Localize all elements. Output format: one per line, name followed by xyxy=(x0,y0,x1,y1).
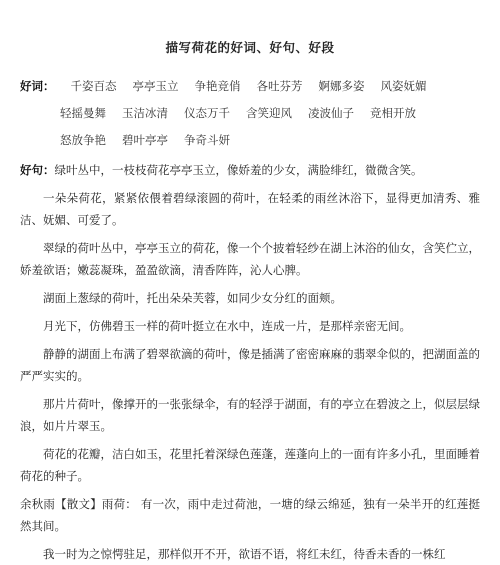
word-term: 碧叶亭亭 xyxy=(122,133,168,147)
word-term: 轻摇曼舞 xyxy=(60,106,106,120)
paragraph: 湖面上葱绿的荷叶，托出朵朵芙蓉，如同少女分红的面颊。 xyxy=(43,291,342,305)
sentences-label: 好句： xyxy=(20,163,55,177)
word-term: 亭亭玉立 xyxy=(132,79,179,93)
word-term: 风姿妩媚 xyxy=(380,79,427,93)
words-row xyxy=(20,100,480,127)
paragraph: 一朵朵荷花，紧紧依偎着碧绿滚圆的荷叶，在轻柔的雨丝沐浴下，显得更加清秀、雅洁、妩媚、可爱了。 xyxy=(20,191,480,227)
document-title: 描写荷花的好词、好句、好段 xyxy=(165,40,335,55)
paragraph: 静静的湖面上布满了碧翠欲滴的荷叶，像是插满了密密麻麻的翡翠伞似的，把湖面盖的严严实实的。 xyxy=(20,347,480,383)
good-words-section xyxy=(20,73,480,154)
paragraph: 那片片荷叶，像撑开的一张张绿伞，有的轻浮于湖面，有的亭立在碧波之上，似层层绿浪，如片片翠玉。 xyxy=(20,397,480,433)
words-row xyxy=(20,73,480,100)
word-term: 竞相开放 xyxy=(370,106,416,120)
word-term: 争奇斗妍 xyxy=(184,133,230,147)
word-term: 各吐芬芳 xyxy=(256,79,303,93)
word-term: 仪态万千 xyxy=(184,106,230,120)
words-row xyxy=(20,127,480,154)
words-label: 好词： xyxy=(20,79,55,93)
paragraph: 余秋雨【散文】雨荷： 有一次，雨中走过荷池，一塘的绿云绵延，独有一朵半开的红莲挺然其间。 xyxy=(20,497,480,533)
word-term: 怒放争艳 xyxy=(60,133,106,147)
word-term: 含笑迎风 xyxy=(246,106,292,120)
word-term: 玉洁冰清 xyxy=(122,106,168,120)
word-term: 婀娜多姿 xyxy=(318,79,365,93)
paragraph: 好句：绿叶丛中，一枝枝荷花亭亭玉立，像娇羞的少女，满脸绯红，微微含笑。 xyxy=(20,163,423,177)
paragraph: 荷花的花瓣，洁白如玉，花里托着深绿色莲蓬，莲蓬向上的一面有许多小孔，里面睡着荷花的种子。 xyxy=(20,447,480,483)
paragraph: 翠绿的荷叶丛中，亭亭玉立的荷花，像一个个披着轻纱在湖上沐浴的仙女，含笑伫立，娇羞欲语；嫩蕊凝珠，盈盈欲滴，清香阵阵，沁人心脾。 xyxy=(20,241,480,277)
word-term: 千姿百态 xyxy=(70,79,117,93)
good-sentences-section xyxy=(20,159,480,565)
paragraph: 我一时为之惊愕驻足，那样似开不开，欲语不语，将红未红，待香未香的一株红 xyxy=(43,547,446,561)
paragraph: 月光下，仿佛碧玉一样的荷叶挺立在水中，连成一片，是那样亲密无间。 xyxy=(43,319,411,333)
word-term: 凌波仙子 xyxy=(308,106,354,120)
word-term: 争艳竞俏 xyxy=(194,79,241,93)
